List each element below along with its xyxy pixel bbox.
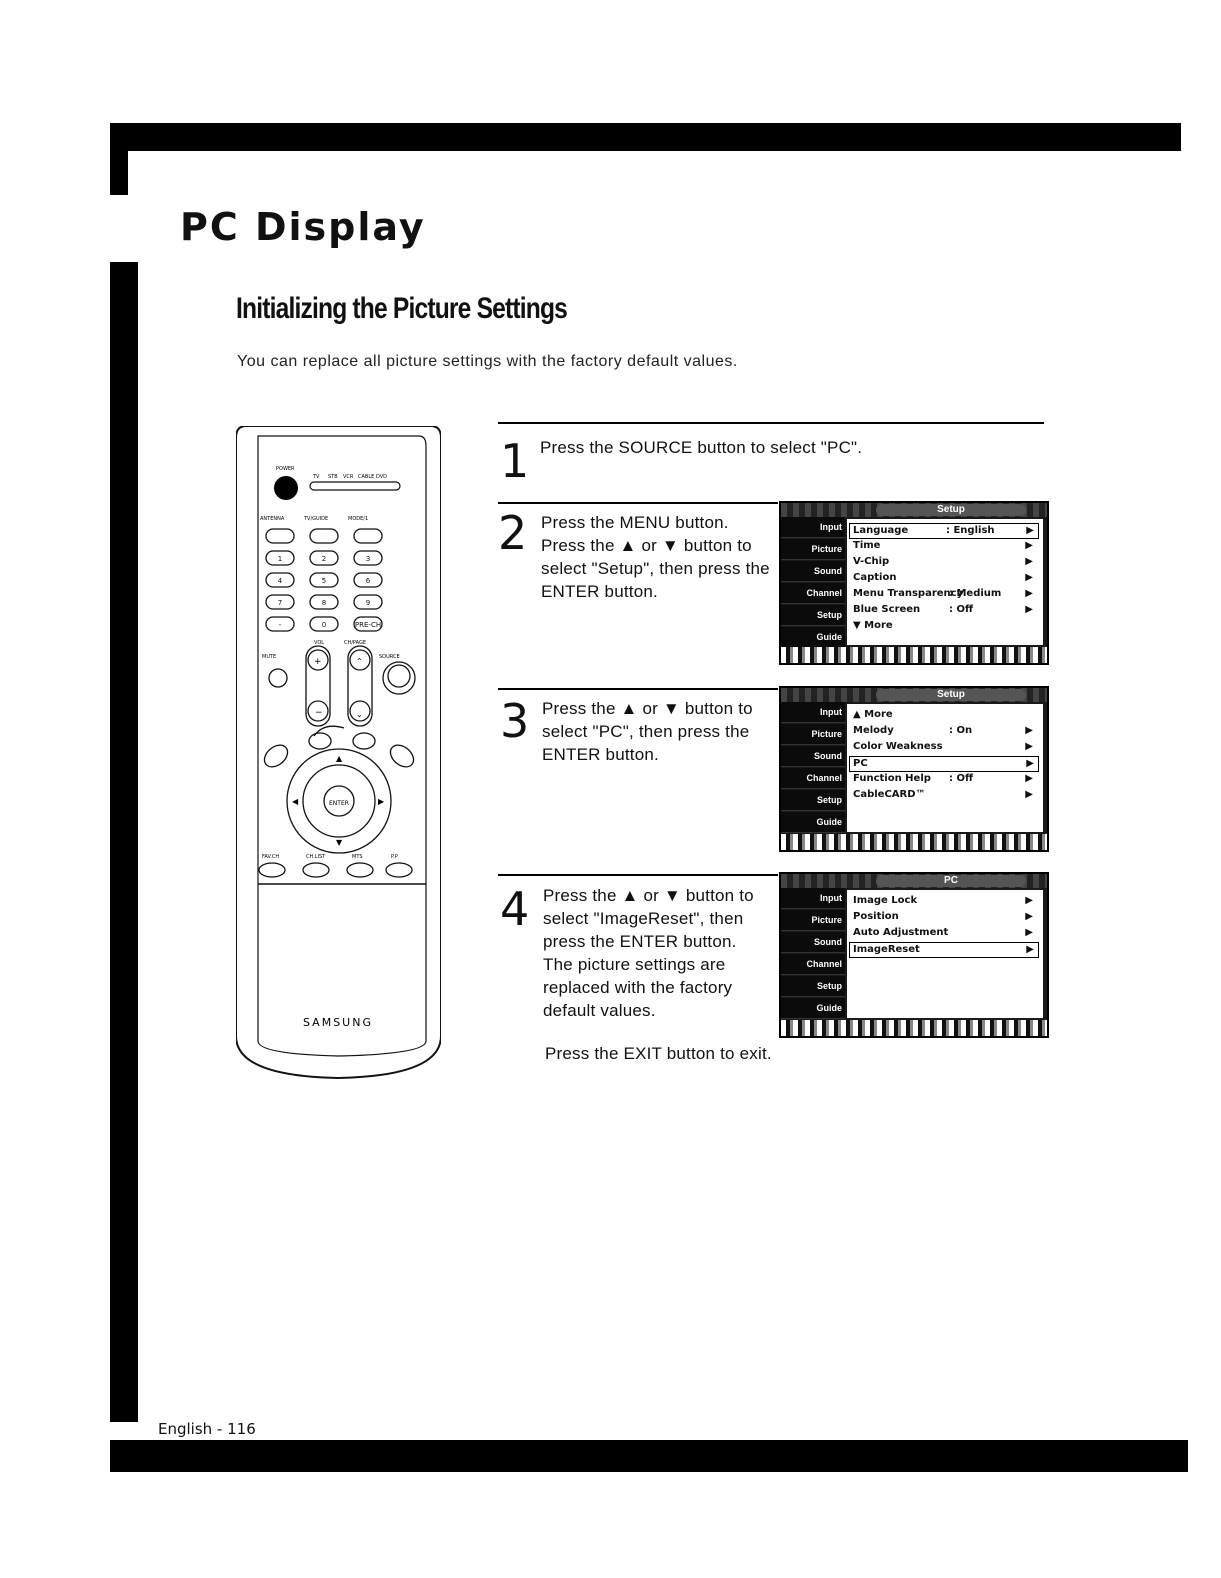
osd-row-value: : On: [949, 725, 973, 736]
osd-row-value: : English: [946, 525, 995, 536]
osd-tab: Picture: [781, 539, 845, 560]
osd-row-label: Caption: [853, 572, 897, 583]
remote-label-chpage: CH/PAGE: [344, 640, 366, 646]
osd-row-label: V-Chip: [853, 556, 890, 567]
step4-line: default values.: [543, 1001, 656, 1020]
osd-row-label: Language: [853, 525, 909, 536]
step2-rule: [498, 502, 778, 504]
osd-screen-pc: [779, 872, 1049, 1038]
step4-rule: [498, 874, 778, 876]
step4-line: Press the ▲ or ▼ button to: [543, 886, 754, 905]
step4-text: [543, 884, 754, 1022]
osd-side-tabs: [781, 702, 845, 834]
svg-text:⌃: ⌃: [356, 657, 363, 666]
step1-text: Press the SOURCE button to select "PC".: [540, 438, 863, 457]
remote-label-tvguide: TV/GUIDE: [304, 516, 329, 522]
osd-menu-row: [853, 555, 1037, 569]
remote-key-label: 6: [365, 577, 371, 585]
remote-label-favch: FAV.CH: [262, 854, 280, 860]
osd-row-label: Image Lock: [853, 895, 918, 906]
page-number: English - 116: [158, 1420, 256, 1438]
osd-row-arrow: ▶: [1025, 572, 1033, 583]
osd-row-arrow: ▶: [1026, 944, 1034, 955]
remote-label-enter: ENTER: [329, 800, 349, 807]
osd-side-tabs: [781, 517, 845, 647]
bottom-bar: [110, 1440, 1188, 1472]
step2-line: select "Setup", then press the: [541, 559, 770, 578]
section-title: Initializing the Picture Settings: [236, 292, 568, 325]
osd-row-arrow: ▶: [1026, 758, 1034, 769]
svg-text:+: +: [314, 657, 322, 667]
step4-line: select "ImageReset", then: [543, 909, 744, 928]
remote-label-dvd: DVD: [376, 474, 388, 480]
step2-line: Press the MENU button.: [541, 513, 729, 532]
osd-screen-setup-1: [779, 501, 1049, 665]
remote-key-label: 5: [321, 577, 327, 585]
step1-number: 1: [500, 434, 530, 488]
osd-tab: Guide: [781, 627, 845, 648]
osd-row-arrow: ▶: [1025, 588, 1033, 599]
osd-panel: [847, 890, 1043, 1018]
osd-tab: Input: [781, 888, 845, 909]
remote-label-chlist: CH.LIST: [306, 854, 326, 860]
osd-row-arrow: ▶: [1025, 604, 1033, 615]
side-bar-upper: [110, 123, 128, 195]
remote-key-label: 8: [321, 599, 327, 607]
osd-row-label: Melody: [853, 725, 894, 736]
step4-number: 4: [500, 882, 530, 936]
remote-label-stb: STB: [328, 474, 338, 480]
page-title: PC Display: [180, 205, 426, 249]
osd-row-arrow: ▶: [1025, 556, 1033, 567]
exit-instruction: Press the EXIT button to exit.: [545, 1044, 772, 1063]
svg-text:⌄: ⌄: [356, 710, 363, 719]
osd-tab: Sound: [781, 561, 845, 582]
power-button: [274, 476, 298, 500]
osd-menu-row: [853, 619, 1037, 633]
step3-line: select "PC", then press the: [542, 722, 750, 741]
remote-label-antenna: ANTENNA: [260, 516, 285, 522]
osd-row-label: CableCARD™: [853, 789, 926, 800]
step4-line: press the ENTER button.: [543, 932, 737, 951]
osd-menu-title: Setup: [876, 504, 1026, 516]
step4-line: replaced with the factory: [543, 978, 733, 997]
osd-menu-row: [853, 926, 1037, 940]
step2-number: 2: [498, 506, 528, 560]
side-bar-lower: [110, 262, 138, 1422]
osd-tab: Channel: [781, 954, 845, 975]
remote-label-source: SOURCE: [379, 654, 400, 660]
svg-text:▼: ▼: [336, 838, 343, 847]
step1-rule: [498, 422, 1044, 424]
remote-key-label: PRE-CH: [354, 621, 382, 629]
remote-label-cable: CABLE: [358, 474, 375, 480]
remote-label-pp: P.P: [391, 854, 398, 860]
top-bar: [110, 123, 1181, 151]
osd-row-arrow: ▶: [1025, 911, 1033, 922]
osd-row-arrow: ▶: [1025, 927, 1033, 938]
osd-tab: Picture: [781, 724, 845, 745]
osd-tab: Setup: [781, 976, 845, 997]
remote-key-label: 4: [277, 577, 283, 585]
osd-row-label: Blue Screen: [853, 604, 921, 615]
remote-control-illustration: [236, 426, 441, 1081]
osd-menu-row: [853, 724, 1037, 738]
osd-menu-row: [853, 708, 1037, 722]
osd-row-label: ▲ More: [853, 709, 893, 720]
remote-key-label: -: [278, 621, 282, 629]
osd-tab: Sound: [781, 746, 845, 767]
osd-tab: Channel: [781, 768, 845, 789]
svg-text:−: −: [315, 708, 323, 718]
remote-key-label: 2: [321, 555, 327, 563]
osd-bottom-strip: [781, 1020, 1047, 1036]
osd-row-value: : Off: [949, 604, 974, 615]
remote-brand: SAMSUNG: [303, 1016, 373, 1029]
osd-tab: Setup: [781, 605, 845, 626]
step3-text: [542, 697, 753, 766]
osd-row-label: Function Help: [853, 773, 931, 784]
osd-menu-row: [853, 603, 1037, 617]
step2-line: Press the ▲ or ▼ button to: [541, 536, 752, 555]
osd-tab: Sound: [781, 932, 845, 953]
osd-row-label: Auto Adjustment: [853, 927, 949, 938]
step2-text: [541, 511, 770, 603]
osd-row-arrow: ▶: [1026, 525, 1034, 536]
remote-key-label: 9: [365, 599, 371, 607]
remote-key-label: 0: [321, 621, 327, 629]
osd-menu-row: [853, 740, 1037, 754]
svg-text:▲: ▲: [336, 754, 343, 763]
svg-text:▶: ▶: [378, 797, 385, 806]
osd-row-label: Time: [853, 540, 881, 551]
osd-menu-row: [853, 772, 1037, 786]
osd-row-label: Position: [853, 911, 899, 922]
step3-rule: [498, 688, 778, 690]
osd-row-arrow: ▶: [1025, 741, 1033, 752]
osd-menu-row: [849, 942, 1039, 958]
osd-row-value: : Off: [949, 773, 974, 784]
step4-line: The picture settings are: [543, 955, 726, 974]
remote-label-power: POWER: [276, 466, 295, 472]
remote-label-vol: VOL: [314, 640, 325, 646]
osd-menu-row: [853, 894, 1037, 908]
intro-text: You can replace all picture settings with the factory default values.: [237, 353, 738, 370]
osd-tab: Channel: [781, 583, 845, 604]
osd-tab: Guide: [781, 812, 845, 833]
osd-row-label: Color Weakness: [853, 741, 943, 752]
osd-tab: Picture: [781, 910, 845, 931]
step3-number: 3: [500, 694, 530, 748]
osd-row-arrow: ▶: [1025, 540, 1033, 551]
osd-row-label: PC: [853, 758, 868, 769]
remote-label-mute: MUTE: [262, 654, 277, 660]
step2-line: ENTER button.: [541, 582, 658, 601]
remote-label-vcr: VCR: [343, 474, 354, 480]
osd-menu-row: [853, 910, 1037, 924]
remote-label-tv: TV: [313, 474, 320, 480]
osd-panel: [847, 519, 1043, 645]
osd-row-arrow: ▶: [1025, 789, 1033, 800]
osd-bottom-strip: [781, 834, 1047, 850]
step3-line: Press the ▲ or ▼ button to: [542, 699, 753, 718]
osd-menu-row: [849, 756, 1039, 772]
osd-side-tabs: [781, 888, 845, 1020]
osd-tab: Guide: [781, 998, 845, 1019]
remote-key-label: 3: [365, 555, 371, 563]
osd-menu-row: [853, 571, 1037, 585]
osd-panel: [847, 704, 1043, 832]
osd-row-arrow: ▶: [1025, 773, 1033, 784]
remote-label-mode: MODE/1: [348, 516, 369, 522]
osd-menu-title: PC: [876, 875, 1026, 887]
osd-row-value: : Medium: [949, 588, 1002, 599]
step3-line: ENTER button.: [542, 745, 659, 764]
osd-tab: Input: [781, 517, 845, 538]
osd-menu-row: [853, 587, 1037, 601]
osd-tab: Setup: [781, 790, 845, 811]
osd-row-arrow: ▶: [1025, 725, 1033, 736]
osd-menu-row: [853, 788, 1037, 802]
osd-row-arrow: ▶: [1025, 895, 1033, 906]
osd-row-label: Menu Transparency: [853, 588, 964, 599]
svg-text:◀: ◀: [292, 797, 299, 806]
osd-menu-row: [849, 523, 1039, 539]
remote-key-label: 7: [277, 599, 283, 607]
osd-tab: Input: [781, 702, 845, 723]
osd-menu-row: [853, 539, 1037, 553]
osd-menu-title: Setup: [876, 689, 1026, 701]
osd-row-label: ▼ More: [853, 620, 893, 631]
remote-label-mts: MTS: [352, 854, 363, 860]
remote-key-label: 1: [277, 555, 283, 563]
osd-screen-setup-2: [779, 686, 1049, 852]
osd-row-label: ImageReset: [853, 944, 920, 955]
osd-bottom-strip: [781, 647, 1047, 663]
